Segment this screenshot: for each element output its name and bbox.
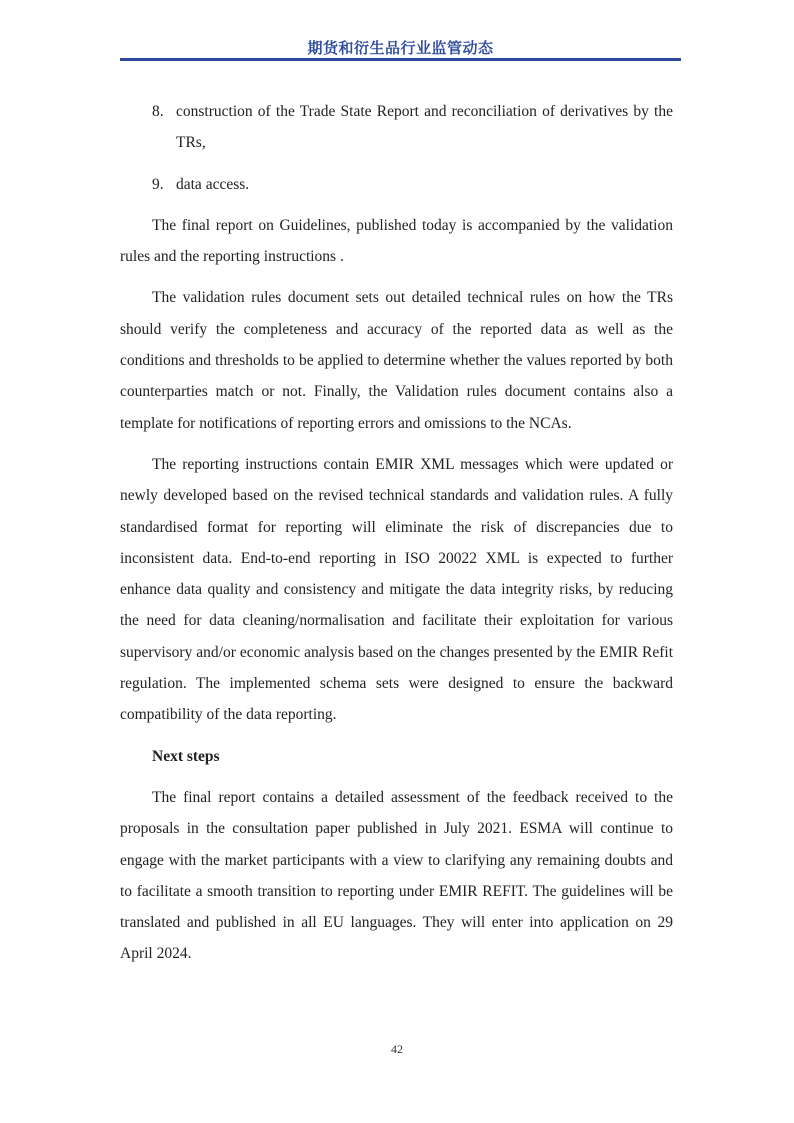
list-item-number: 9. (152, 175, 164, 193)
list-item (120, 169, 673, 200)
list-item-text: data access. (176, 175, 250, 193)
list-item-text: construction of the Trade State Report and reconciliation of derivatives by the TRs, (176, 103, 673, 152)
header-divider (120, 58, 681, 61)
paragraph-reporting-instructions: The reporting instructions contain EMIR XML messages which were updated or newly developed based on the revised technical standards and validation rules. A fully standardised format for reporting will eliminate the risk of discrepancies due to inconsistent data. End-to-end reporting in ISO 20022 XML is expected to further enhance data quality and consistency and mitigate the data integrity risks, by reducing the need for data cleaning/normalisation and facilitate their exploitation for various supervisory and/or economic analysis based on the changes presented by the EMIR Refit regulation. The implemented schema sets were designed to ensure the backward compatibility of the data reporting. (120, 455, 673, 724)
page-header-title: 期货和衍生品行业监管动态 (307, 39, 494, 57)
list-item-number: 8. (152, 103, 164, 120)
section-heading-next-steps: Next steps (152, 747, 220, 765)
document-body (120, 96, 673, 980)
paragraph-next-steps: The final report contains a detailed assessment of the feedback received to the proposals in the consultation paper published in July 2021. ESMA will continue to engage with the market participants with a view to clarifying any remaining doubts and to facilitate a smooth transition to reporting under EMIR REFIT. The guidelines will be translated and published in all EU languages. They will enter into application on 29 April 2024. (120, 788, 673, 963)
page-number: 42 (391, 1042, 403, 1056)
list-item (120, 96, 673, 159)
paragraph-validation-rules: The validation rules document sets out detailed technical rules on how the TRs should verify the completeness and accuracy of the reported data as well as the conditions and thresholds to be applied to determine whether the values reported by both counterparties match or not. Finally, the Validation rules document contains also a template for notifications of reporting errors and omissions to the NCAs. (120, 289, 673, 432)
paragraph-final-report: The final report on Guidelines, published today is accompanied by the validation rules and the reporting instructions . (120, 216, 673, 266)
